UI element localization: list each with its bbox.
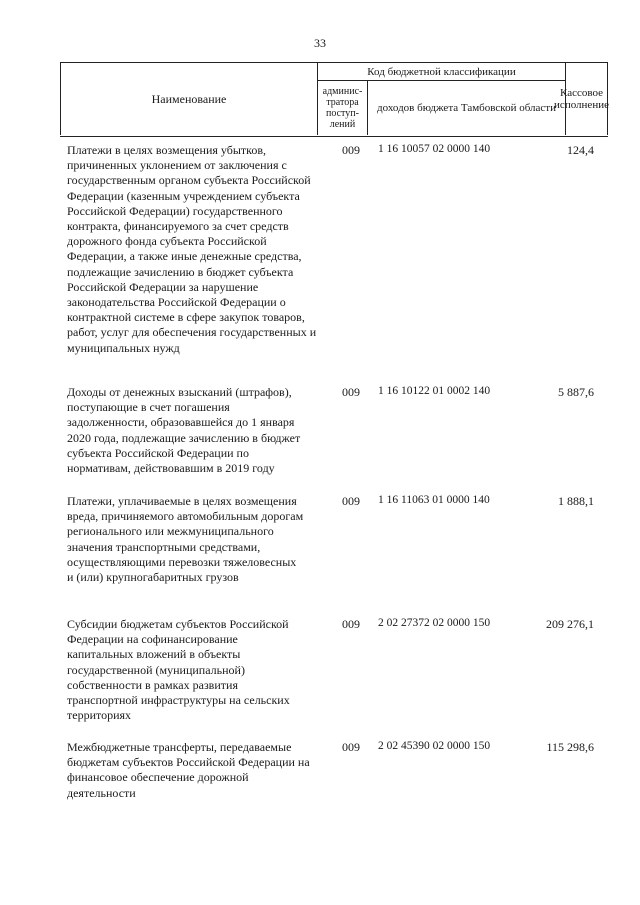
row-value: 124,4 xyxy=(567,143,594,157)
row-income-code: 2 02 45390 02 0000 150 xyxy=(378,740,491,752)
header-name: Наименование xyxy=(60,63,318,135)
row-income-code: 2 02 27372 02 0000 150 xyxy=(378,617,491,629)
row-admin-code: 009 xyxy=(342,617,360,631)
row-name: Межбюджетные трансферты, передаваемые бюджетам субъектов Российской Федерации на финансовое обеспечение дорожной деятельности xyxy=(67,740,310,800)
row-value: 209 276,1 xyxy=(546,617,594,631)
row-admin-code: 009 xyxy=(342,494,360,508)
header-administrator: админис-тратора поступ-лений xyxy=(318,81,368,135)
row-value: 5 887,6 xyxy=(558,385,594,399)
header-execution-label: Кассовое исполнение xyxy=(554,87,609,111)
row-name: Платежи в целях возмещения убытков, причиненных уклонением от заключения с государственным органом субъекта Российской Федерации (казенным учреждением субъекта Российской Федерации) государственного контракта, финансируемого за счет средств дорожного фонда субъекта Российской Федерации, а также иные денежные средства, подлежащие зачислению в бюджет субъекта Российской Федерации за нарушение законодательства Российской Федерации о контрактной системе в сфере закупок товаров, работ, услуг для обеспечения государственных и муниципальных нужд xyxy=(67,143,317,355)
header-budget-code: Код бюджетной классификации xyxy=(318,63,566,81)
header-income: доходов бюджета Тамбовской области xyxy=(368,81,566,135)
row-value: 1 888,1 xyxy=(558,494,594,508)
row-name: Доходы от денежных взысканий (штрафов), поступающие в счет погашения задолженности, образовавшейся до 1 января 2020 года, подлежащие зачислению в бюджет субъекта Российской Федерации по нормативам, действовавшим в 2019 году xyxy=(67,385,301,476)
row-admin-code: 009 xyxy=(342,143,360,157)
row-income-code: 1 16 10122 01 0002 140 xyxy=(378,385,491,397)
row-value: 115 298,6 xyxy=(546,740,594,754)
row-income-code: 1 16 11063 01 0000 140 xyxy=(378,494,490,506)
page-number: 33 xyxy=(314,36,326,50)
header-execution xyxy=(554,63,609,135)
row-income-code: 1 16 10057 02 0000 140 xyxy=(378,143,491,155)
row-name: Платежи, уплачиваемые в целях возмещения вреда, причиняемого автомобильным дорогам регионального или межмуниципального значения транспортными средствами, осуществляющими перевозки тяжеловесных и (или) крупногабаритных грузов xyxy=(67,494,304,585)
row-admin-code: 009 xyxy=(342,385,360,399)
row-admin-code: 009 xyxy=(342,740,360,754)
table-header xyxy=(60,62,608,137)
row-name: Субсидии бюджетам субъектов Российской Федерации на софинансирование капитальных вложений в объекты государственной (муниципальной) собственности в рамках развития транспортной инфраструктуры на сельских территориях xyxy=(67,617,290,723)
